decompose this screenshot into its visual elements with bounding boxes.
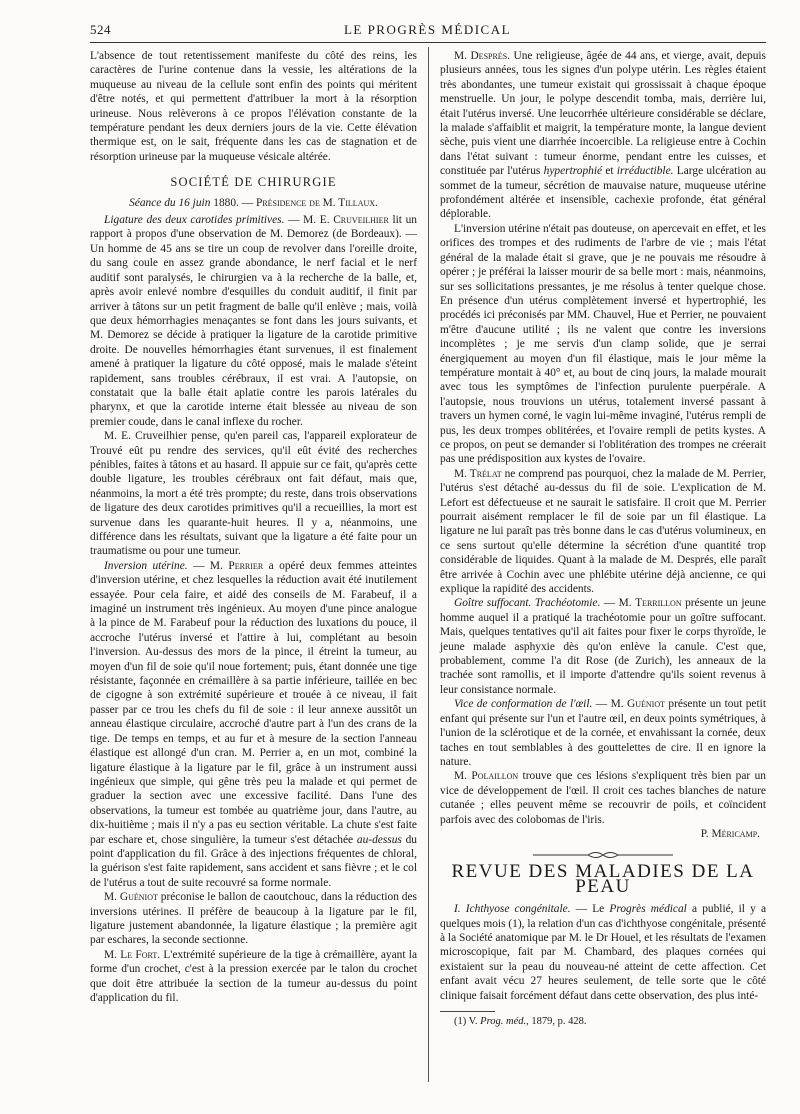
seance-presidence: Présidence de M. Tillaux. <box>255 196 378 209</box>
paragraph-text: pense, qu'en pareil cas, l'appareil explorateur de Trouvé eût pu rendre des services, qu'il eût évité des recherches pénibles, faites à tâtons et au hasard. Il appuie sur ce fait, qu'après cette double ligature, les troubles cérébraux ont fait défaut, mais que, néanmoins, la mort a été très prompte; du reste, dans trois observations de ligature des deux carotides primitives qu'il a recueillies, la mort est survenue dans les quarante-huit heures. Il y a, néanmoins, une différence dans les résultats, suivant que la ligature a été faite pour un traumatisme ou pour une tumeur. <box>90 430 417 558</box>
paragraph-vice-oeil <box>440 697 766 769</box>
journal-ref: Progrès médical <box>609 903 687 916</box>
dash: — M. <box>187 559 229 572</box>
ornament-icon <box>528 849 678 861</box>
footnote-rule <box>440 1011 495 1012</box>
seance-line <box>90 196 417 210</box>
paragraph-text: présente un tout petit enfant qui présente sur l'un et l'autre œil, en deux points symétriques, à l'union de la sclérotique et de la cornée, et envahissant la cornée, deux taches en tout semblables à des gouttelettes de cire. Il en ignore la nature. <box>440 698 766 768</box>
running-header <box>90 22 765 42</box>
emphasis: au-dessus <box>356 833 402 846</box>
paragraph-goitre <box>440 596 766 697</box>
inversion-title: Inversion utérine. <box>104 559 188 572</box>
section-title: SOCIÉTÉ DE CHIRURGIE <box>170 175 337 190</box>
emphasis: irréductible. <box>616 165 674 178</box>
seance-year: 1880. — <box>210 196 256 209</box>
speaker-name: Guéniot <box>626 698 665 711</box>
ornament-divider <box>440 849 766 861</box>
journal-title: LE PROGRÈS MÉDICAL <box>343 22 512 37</box>
ligature-title: Ligature des deux carotides primitives. <box>104 214 285 227</box>
paragraph-ichthyose <box>440 902 766 1003</box>
column-divider <box>428 47 429 1082</box>
dash: — M. <box>592 698 627 711</box>
speaker-name: M. E. Cruveilhier <box>303 214 389 227</box>
footnote-number: (1) V. <box>454 1016 478 1027</box>
paragraph-text: a publié, il y a quelques mois (1), la relation d'un cas d'ichthyose congénitale, présenté à la Société anatomique par M. le Dr Houel, et les résultats de l'examen microscopique, fait par M. Chambard, des plaques cornées qui existaient sur la peau du nouveau-né atteint de cette affection. Cet enfant avait vécu 27 heures seulement, de telle sorte que le côté clinique faisait forcément défaut dans cette observation, des plus inté- <box>440 903 767 1002</box>
paragraph-inversion <box>90 559 417 890</box>
ichthyose-title: I. Ichthyose congénitale. <box>454 903 571 916</box>
vice-title: Vice de conformation de l'œil. <box>454 698 593 711</box>
paragraph-text: ne comprend pas pourquoi, chez la malade de M. Perrier, l'utérus s'est détaché au-dessus du fil de soie. L'explication de M. Lefort est défectueuse et ne saurait le satisfaire. Il croit que M. Perrier pourrait aisément remplacer le fil de soie par un fil élastique. La ligature ne lui paraît pas très bonne dans le cas d'utérus volumineux, en ce sens surtout qu'elle détermine la sécrétion d'une quantité trop considérable de liquides. Quant à la malade de M. Després, elle paraît être arrivée à Cochin avec une phlébite utérine déjà ancienne, ce qui explique la rapidité des accidents. <box>440 467 767 596</box>
intro-paragraph: L'absence de tout retentissement manifeste du côté des reins, les caractères de l'urine contenue dans la vessie, les altérations de la muqueuse au niveau de la cellule sont enfin des points qui méritent d'être notés, et qui permettent d'attribuer la mort à la résorption urineuse. Nous relèverons à ce propos l'élévation constante de la température pendant les deux derniers jours de la vie. Cette élévation thermique est, on le sait, fréquente dans les cas de stagnation et de résorption urineuse par la muqueuse vésicale altérée. <box>90 50 417 163</box>
speaker-name: M. Guéniot <box>104 891 158 904</box>
footnote-ref: Prog. méd. <box>480 1016 527 1027</box>
paragraph-text: trouve que ces lésions s'expliquent très bien par un vice de développement de l'œil. Il croit ces taches blanches de nature cutanée ; elles peuvent même se recouvrir de poils, et coïncident parfois avec des colobomas de l'iris. <box>440 770 766 826</box>
footnote-tail: , 1879, p. 428. <box>526 1016 587 1027</box>
connector: et <box>602 165 617 178</box>
revue-title: REVUE DES MALADIES DE LA PEAU <box>451 861 755 897</box>
paragraph-text-tail: du point d'application du fil. Grâce à des injections fréquentes de chloral, la guérison s'est faite rapidement, sans accident et sans fièvre ; et le col de l'utérus a tout de suite recouvré sa forme normale. <box>90 833 417 889</box>
dash: — <box>284 214 304 227</box>
speaker-name: Terrillon <box>635 597 682 610</box>
speaker-name: M. Le Fort. <box>104 948 161 961</box>
speaker-name: Polaillon <box>471 770 519 783</box>
goitre-title: Goître suffocant. Trachéotomie. <box>454 597 601 610</box>
paragraph-gueniot <box>90 890 417 948</box>
paragraph-text: lit un rapport à propos d'une observation de M. Demorez (de Bordeaux). — Un homme de 45 ans se tire un coup de revolver dans l'oreille droite, du sang coule en assez grande abondance, le nerf facial et le nerf auditif sont paralysés, le chirurgien va à la recherche de la balle, et, après avoir enlevé nombre d'esquilles du conduit auditif, il finit par arriver à tâtons sur un petit fragment de balle qu'il enlève ; mais, voilà que deux hémorrhagies menaçantes se font dans les jours suivants, et M. Demorez se décide à pratiquer la ligature de la carotide primitive droite. De nouvelles hémorrhagies étant survenues, il est finalement amené à pratiquer la ligature du côté opposé, mais le malade s'éteint rapidement, sans troubles cérébraux, il est vrai. A l'autopsie, on constatait que la balle était aplatie contre les parois latérales du pharynx, et que la carotide interne était blessée au niveau de son premier coude, dans le canal inflexe du rocher. <box>90 214 417 428</box>
speaker-name: M. E. Cruveilhier <box>104 430 187 443</box>
paragraph-ligature <box>90 213 417 429</box>
speaker-name: M. Després. <box>454 50 510 62</box>
emphasis: hypertrophié <box>543 165 603 178</box>
dash: — M. <box>600 597 636 610</box>
paragraph-inversion-discussion: L'inversion utérine n'était pas douteuse, on apercevait en effet, et les orifices des trompes et des rudiments de l'arbre de vie ; mais l'état général de la malade était si grave, que je ne pouvais me résoudre à opérer ; je préférai la laisser mourir de sa belle mort : mais, néanmoins, sur ses sollicitations pressantes, je me résolus à tenter quelque chose. En présence d'un utérus complètement inversé et hypertrophié, les procédés ici préconisés par MM. Chauvel, Hue et Perrier, ne pouvaient m'être d'aucune utilité ; ils ne valent que contre les inversions incomplètes ; je me servis d'un clamp solide, que je serrai énergiquement au moyen d'un fil élastique, mais le jour même la température montait à 40° et, au bout de cinq jours, la malade mourait avec tous les symptômes de l'infection purulente puerpérale. A l'autopsie, nous trouvions un utérus, totalement inversé passant à travers un hymen corné, le vagin lui-même invaginé, l'utérus rempli de pus, les deux trompes oblitérées, et l'ovaire rempli de petits kystes. A ce propos, on peut se demander si l'oblitération des trompes ne créerait pas une prédisposition aux kystes de l'ovaire. <box>440 222 766 466</box>
paragraph-text: préconise le ballon de caoutchouc, dans la réduction des inversions utérines. Il préfère de beaucoup à la ligature par le fil, ligature justement abandonnée, la ligature élastique ; la première agit par eschares, la seconde sectionne. <box>90 891 417 947</box>
footnote <box>440 1015 766 1029</box>
paragraph-text: a opéré deux femmes atteintes d'inversion utérine, et chez lesquelles la réduction avait été inutilement essayée. Pour cela faire, et aidé des conseils de M. Farabeuf, il a imaginé un instrument très ingénieux. Au moyen d'une pince analogue à la pince de M. Farabeuf pour la réduction des luxations du pouce, il accroche l'utérus inversé et l'attire à lui, complétant au besoin l'inversion. Au-dessus des mors de la pince, il étreint la tumeur, au moyen d'un fil de soie qu'il noue fortement; puis, étant donnée une tige résistante, façonnée en crémaillère à sa partie inférieure, taillée en bec de cigogne à son extrémité supérieure et trouée à ce niveau, il fait passer par ce trou les chefs du fil de soie : il leur annexe aussitôt un anneau élastique circulaire, accroché d'autre part à l'un des crans de la tige. De temps en temps, et au fur et à mesure de la section l'anneau élastique est allongé d'un cran. M. Perrier a, en un mot, combiné la ligature élastique à la ligature par le fil, grâce à un instrument aussi ingénieux que simple, qui gêne très peu la malade et qui permet de graduer la section avec une excessive facilité. Dans l'une des observations, la tumeur est tombée au quatrième jour, dans l'autre, au dix-huitième ; mais il n'y a pas eu section véritable. La chute s'est faite par eschare et, chose singulière, la tumeur s'est détachée <box>90 559 417 846</box>
speaker-name: M. Trélat <box>454 467 502 480</box>
header-rule <box>90 42 766 43</box>
signature: P. Méricamp. <box>700 827 760 840</box>
paragraph-lefort <box>90 948 417 1006</box>
left-column <box>90 49 417 1005</box>
paragraph-text-tail: Large ulcération au sommet de la tumeur, sécrétion de mauvaise nature, muqueuse utérine profondément altérée et insensible, cachexie profonde, état général déplorable. <box>440 165 766 221</box>
paragraph-text: L'extrémité supérieure de la tige à crémaillère, ayant la forme d'un crochet, c'est à la pression exercée par le talon du crochet que doit être attribuée la section de la tumeur au-dessus du point d'application du fil. <box>90 948 417 1004</box>
paragraph-trelat <box>440 467 766 597</box>
paragraph-cruveilhier <box>90 429 417 559</box>
paragraph-polaillon <box>440 769 766 827</box>
right-column <box>440 49 766 1029</box>
speaker-name: Perrier <box>228 559 264 572</box>
paragraph-text: Une religieuse, âgée de 44 ans, et vierge, avait, depuis plusieurs années, tous les signes d'un polype utérin. Les règles étaient très abondantes, une tumeur existait qui grossissait à chaque époque menstruelle. Un jour, le polype descendit tomba, mais, derrière lui, était l'utérus inversé. Une leucorrhée ultérieure considérable se déclare, la malade s'affaiblit et maigrit, la température monte, la langue devient sèche, puis vient une diarrhée incoercible. La religieuse entre à Cochin dans l'état suivant : tumeur énorme, pendant entre les cuisses, et constituée par l'utérus <box>440 50 766 178</box>
paragraph-despres <box>440 49 766 222</box>
dash: — Le <box>570 903 610 916</box>
page-number: 524 <box>90 22 111 37</box>
paragraph-text: présente un jeune homme auquel il a pratiqué la trachéotomie pour un goître suffocant. Mais, quelques tentatives qu'il ait faites pour fixer le corps thyroïde, le jeune malade asphyxie dès qu'on enlève la canule. C'est que, probablement, comme l'a dit Rose (de Zurich), les anneaux de la trachée sont ramollis, et il importe d'attendre qu'ils soient revenus à leur consistance normale. <box>440 597 766 696</box>
prefix: M. <box>454 770 472 783</box>
seance-label: Séance du 16 juin <box>129 196 211 209</box>
